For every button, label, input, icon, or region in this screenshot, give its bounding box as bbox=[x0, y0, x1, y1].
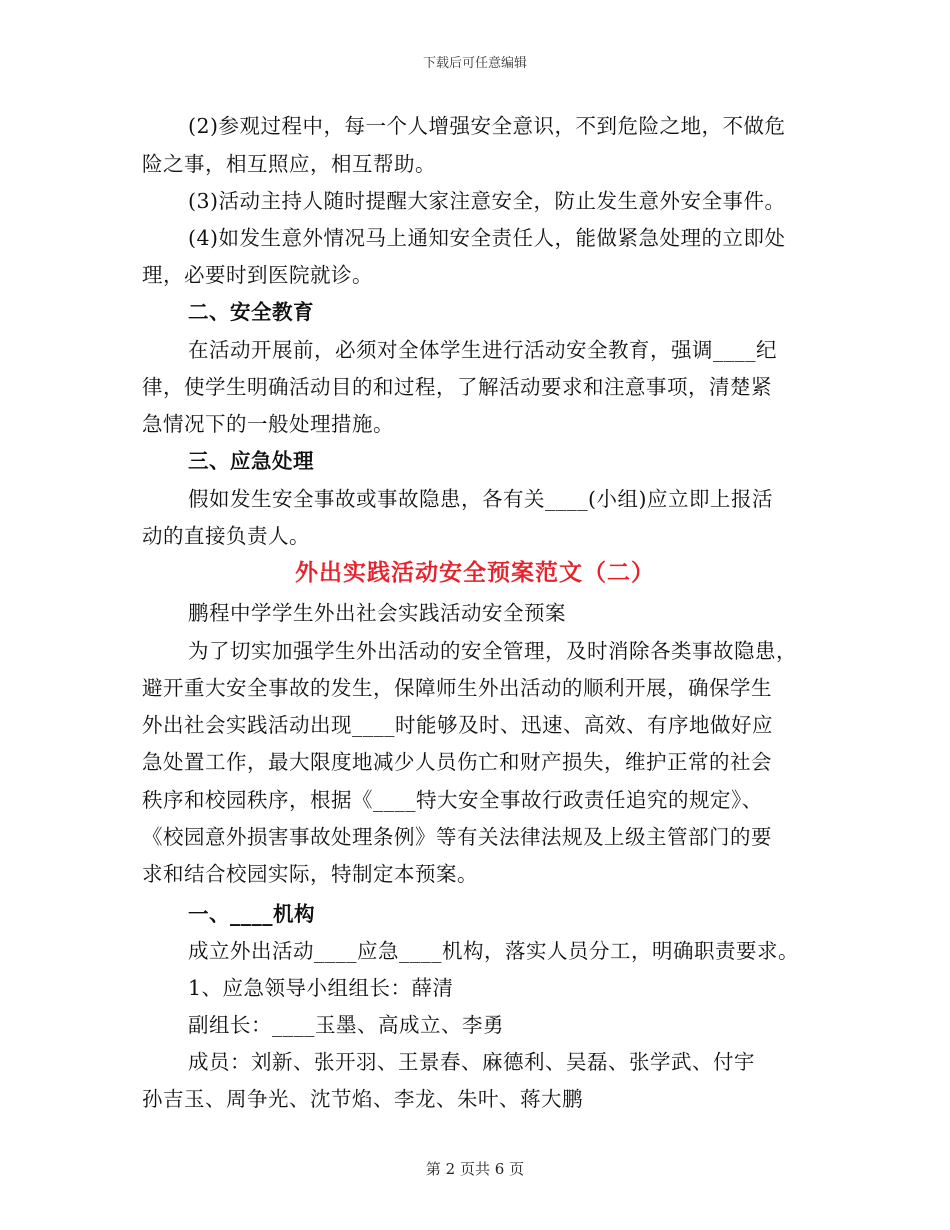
paragraph-line: 律，使学生明确活动目的和过程，了解活动要求和注意事项，清楚紧 bbox=[142, 375, 772, 399]
paragraph-line: 《校园意外损害事故处理条例》等有关法律法规及上级主管部门的要 bbox=[142, 825, 772, 849]
document-title: 外出实践活动安全预案范文（二） bbox=[295, 559, 655, 586]
paragraph-line: 假如发生安全事故或事故隐患，各有关____(小组)应立即上报活 bbox=[188, 487, 773, 511]
paragraph-line: (3)活动主持人随时提醒大家注意安全，防止发生意外安全事件。 bbox=[188, 189, 786, 213]
paragraph-line: 鹏程中学学生外出社会实践活动安全预案 bbox=[188, 601, 566, 625]
paragraph-line: 外出社会实践活动出现____时能够及时、迅速、高效、有序地做好应 bbox=[142, 713, 773, 737]
paragraph-line: 为了切实加强学生外出活动的安全管理，及时消除各类事故隐患， bbox=[188, 639, 797, 663]
paragraph-line: 动的直接负责人。 bbox=[142, 524, 310, 548]
paragraph-line: 1、应急领导小组组长：薛清 bbox=[188, 976, 454, 1000]
paragraph-line: 在活动开展前，必须对全体学生进行活动安全教育，强调____纪 bbox=[188, 338, 777, 362]
section-heading: 一、____机构 bbox=[188, 902, 315, 926]
paragraph-line: (2)参观过程中，每一个人增强安全意识，不到危险之地，不做危 bbox=[188, 114, 786, 138]
paragraph-line: 求和结合校园实际，特制定本预案。 bbox=[142, 862, 478, 886]
paragraph-line: 成员：刘新、张开羽、王景春、麻德利、吴磊、张学武、付宇 bbox=[188, 1050, 755, 1074]
page-footer: 第 2 页共 6 页 bbox=[425, 1160, 525, 1178]
paragraph-line: 急情况下的一般处理措施。 bbox=[142, 412, 394, 436]
paragraph-line: (4)如发生意外情况马上通知安全责任人，能做紧急处理的立即处 bbox=[188, 226, 786, 250]
paragraph-line: 秩序和校园秩序，根据《____特大安全事故行政责任追究的规定》、 bbox=[142, 788, 763, 812]
paragraph-line: 理，必要时到医院就诊。 bbox=[142, 263, 373, 287]
paragraph-line: 孙吉玉、周争光、沈节焰、李龙、朱叶、蒋大鹏 bbox=[142, 1087, 583, 1111]
section-heading: 三、应急处理 bbox=[188, 449, 314, 473]
paragraph-line: 急处置工作，最大限度地减少人员伤亡和财产损失，维护正常的社会 bbox=[142, 750, 772, 774]
section-heading: 二、安全教育 bbox=[188, 300, 314, 324]
paragraph-line: 副组长：____玉墨、高成立、李勇 bbox=[188, 1013, 504, 1037]
paragraph-line: 避开重大安全事故的发生，保障师生外出活动的顺利开展，确保学生 bbox=[142, 676, 772, 700]
page-header: 下载后可任意编辑 bbox=[422, 56, 527, 71]
paragraph-line: 险之事，相互照应，相互帮助。 bbox=[142, 152, 436, 176]
paragraph-line: 成立外出活动____应急____机构，落实人员分工，明确职责要求。 bbox=[188, 939, 799, 963]
